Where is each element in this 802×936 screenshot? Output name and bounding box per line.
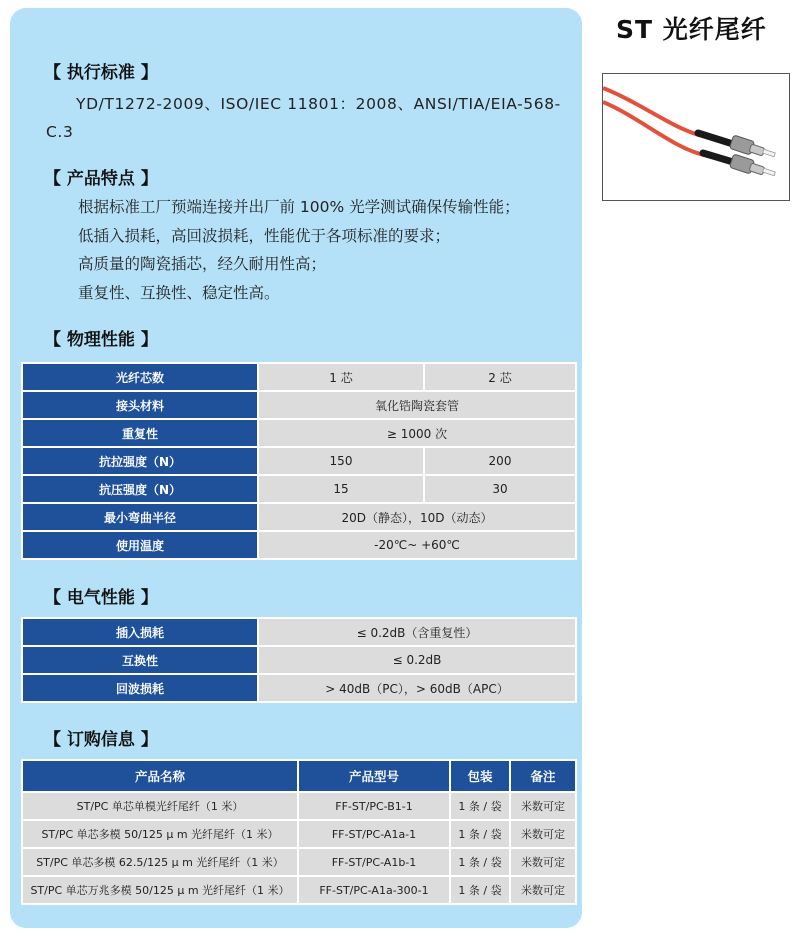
column-header: 产品名称 <box>22 760 298 792</box>
cell-value: ST/PC 单芯万兆多模 50/125 μ m 光纤尾纤（1 米） <box>22 876 298 904</box>
cell-value: 200 <box>424 447 576 475</box>
cell-value: 米数可定 <box>510 792 576 820</box>
row-label: 互换性 <box>22 646 258 674</box>
cell-value: ≤ 0.2dB（含重复性） <box>258 618 576 646</box>
cell-value: 米数可定 <box>510 820 576 848</box>
row-label: 重复性 <box>22 419 258 447</box>
cell-value: 1 条 / 袋 <box>450 820 510 848</box>
column-header: 包装 <box>450 760 510 792</box>
feature-list <box>78 193 520 307</box>
column-header: 产品型号 <box>298 760 450 792</box>
cell-value: 2 芯 <box>424 363 576 391</box>
cell-value: 15 <box>258 475 424 503</box>
table-row <box>22 674 576 702</box>
feature-item: 重复性、互换性、稳定性高。 <box>78 283 280 302</box>
cell-value: > 40dB（PC），> 60dB（APC） <box>258 674 576 702</box>
table-row <box>22 447 576 475</box>
page-title: ST 光纤尾纤 <box>616 15 767 44</box>
cell-value: 30 <box>424 475 576 503</box>
feature-item: 根据标准工厂预端连接并出厂前 100% 光学测试确保传输性能； <box>78 198 520 216</box>
row-label: 抗压强度（N） <box>22 475 258 503</box>
feature-item: 低插入损耗，高回波损耗，性能优于各项标准的要求； <box>78 226 451 245</box>
table-row <box>22 503 576 531</box>
table-row <box>22 876 576 904</box>
cell-value: ST/PC 单芯单模光纤尾纤（1 米） <box>22 792 298 820</box>
table-row <box>22 646 576 674</box>
row-label: 接头材料 <box>22 391 258 419</box>
cell-value: 1 条 / 袋 <box>450 876 510 904</box>
table-row <box>22 848 576 876</box>
cell-value: 氧化锆陶瓷套管 <box>258 391 576 419</box>
row-label: 回波损耗 <box>22 674 258 702</box>
cell-value: 1 条 / 袋 <box>450 792 510 820</box>
cell-value: FF-ST/PC-A1a-1 <box>298 820 450 848</box>
cell-value: 150 <box>258 447 424 475</box>
standards-text: YD/T1272-2009、ISO/IEC 11801：2008、ANSI/TIA/EIA-568-C.3 <box>46 95 561 141</box>
cell-value: FF-ST/PC-A1b-1 <box>298 848 450 876</box>
electrical-table <box>21 617 577 703</box>
row-label: 使用温度 <box>22 531 258 559</box>
ordering-table <box>21 759 577 905</box>
cell-value: 20D（静态），10D（动态） <box>258 503 576 531</box>
product-photo <box>602 73 790 201</box>
cell-value: FF-ST/PC-A1a-300-1 <box>298 876 450 904</box>
physical-table <box>21 362 577 560</box>
cell-value: -20℃~ +60℃ <box>258 531 576 559</box>
cell-value: ≥ 1000 次 <box>258 419 576 447</box>
cell-value: 1 条 / 袋 <box>450 848 510 876</box>
ordering-heading: 【 订购信息 】 <box>44 730 158 750</box>
table-row <box>22 475 576 503</box>
row-label: 抗拉强度（N） <box>22 447 258 475</box>
cell-value: 米数可定 <box>510 848 576 876</box>
row-label: 插入损耗 <box>22 618 258 646</box>
cell-value: ST/PC 单芯多模 62.5/125 μ m 光纤尾纤（1 米） <box>22 848 298 876</box>
standards-heading: 【 执行标准 】 <box>44 63 158 83</box>
table-row <box>22 531 576 559</box>
table-row <box>22 391 576 419</box>
table-row <box>22 363 576 391</box>
electrical-heading: 【 电气性能 】 <box>44 588 158 608</box>
row-label: 最小弯曲半径 <box>22 503 258 531</box>
cell-value: 米数可定 <box>510 876 576 904</box>
cell-value: FF-ST/PC-B1-1 <box>298 792 450 820</box>
table-row <box>22 792 576 820</box>
column-header: 备注 <box>510 760 576 792</box>
features-heading: 【 产品特点 】 <box>44 169 158 189</box>
table-row <box>22 820 576 848</box>
table-header-row <box>22 760 576 792</box>
table-row <box>22 419 576 447</box>
cell-value: ≤ 0.2dB <box>258 646 576 674</box>
feature-item: 高质量的陶瓷插芯，经久耐用性高； <box>78 255 327 273</box>
cell-value: ST/PC 单芯多模 50/125 μ m 光纤尾纤（1 米） <box>22 820 298 848</box>
row-label: 光纤芯数 <box>22 363 258 391</box>
cell-value: 1 芯 <box>258 363 424 391</box>
physical-heading: 【 物理性能 】 <box>44 330 158 350</box>
fiber-patch-cord-photo <box>603 74 789 200</box>
table-row <box>22 618 576 646</box>
